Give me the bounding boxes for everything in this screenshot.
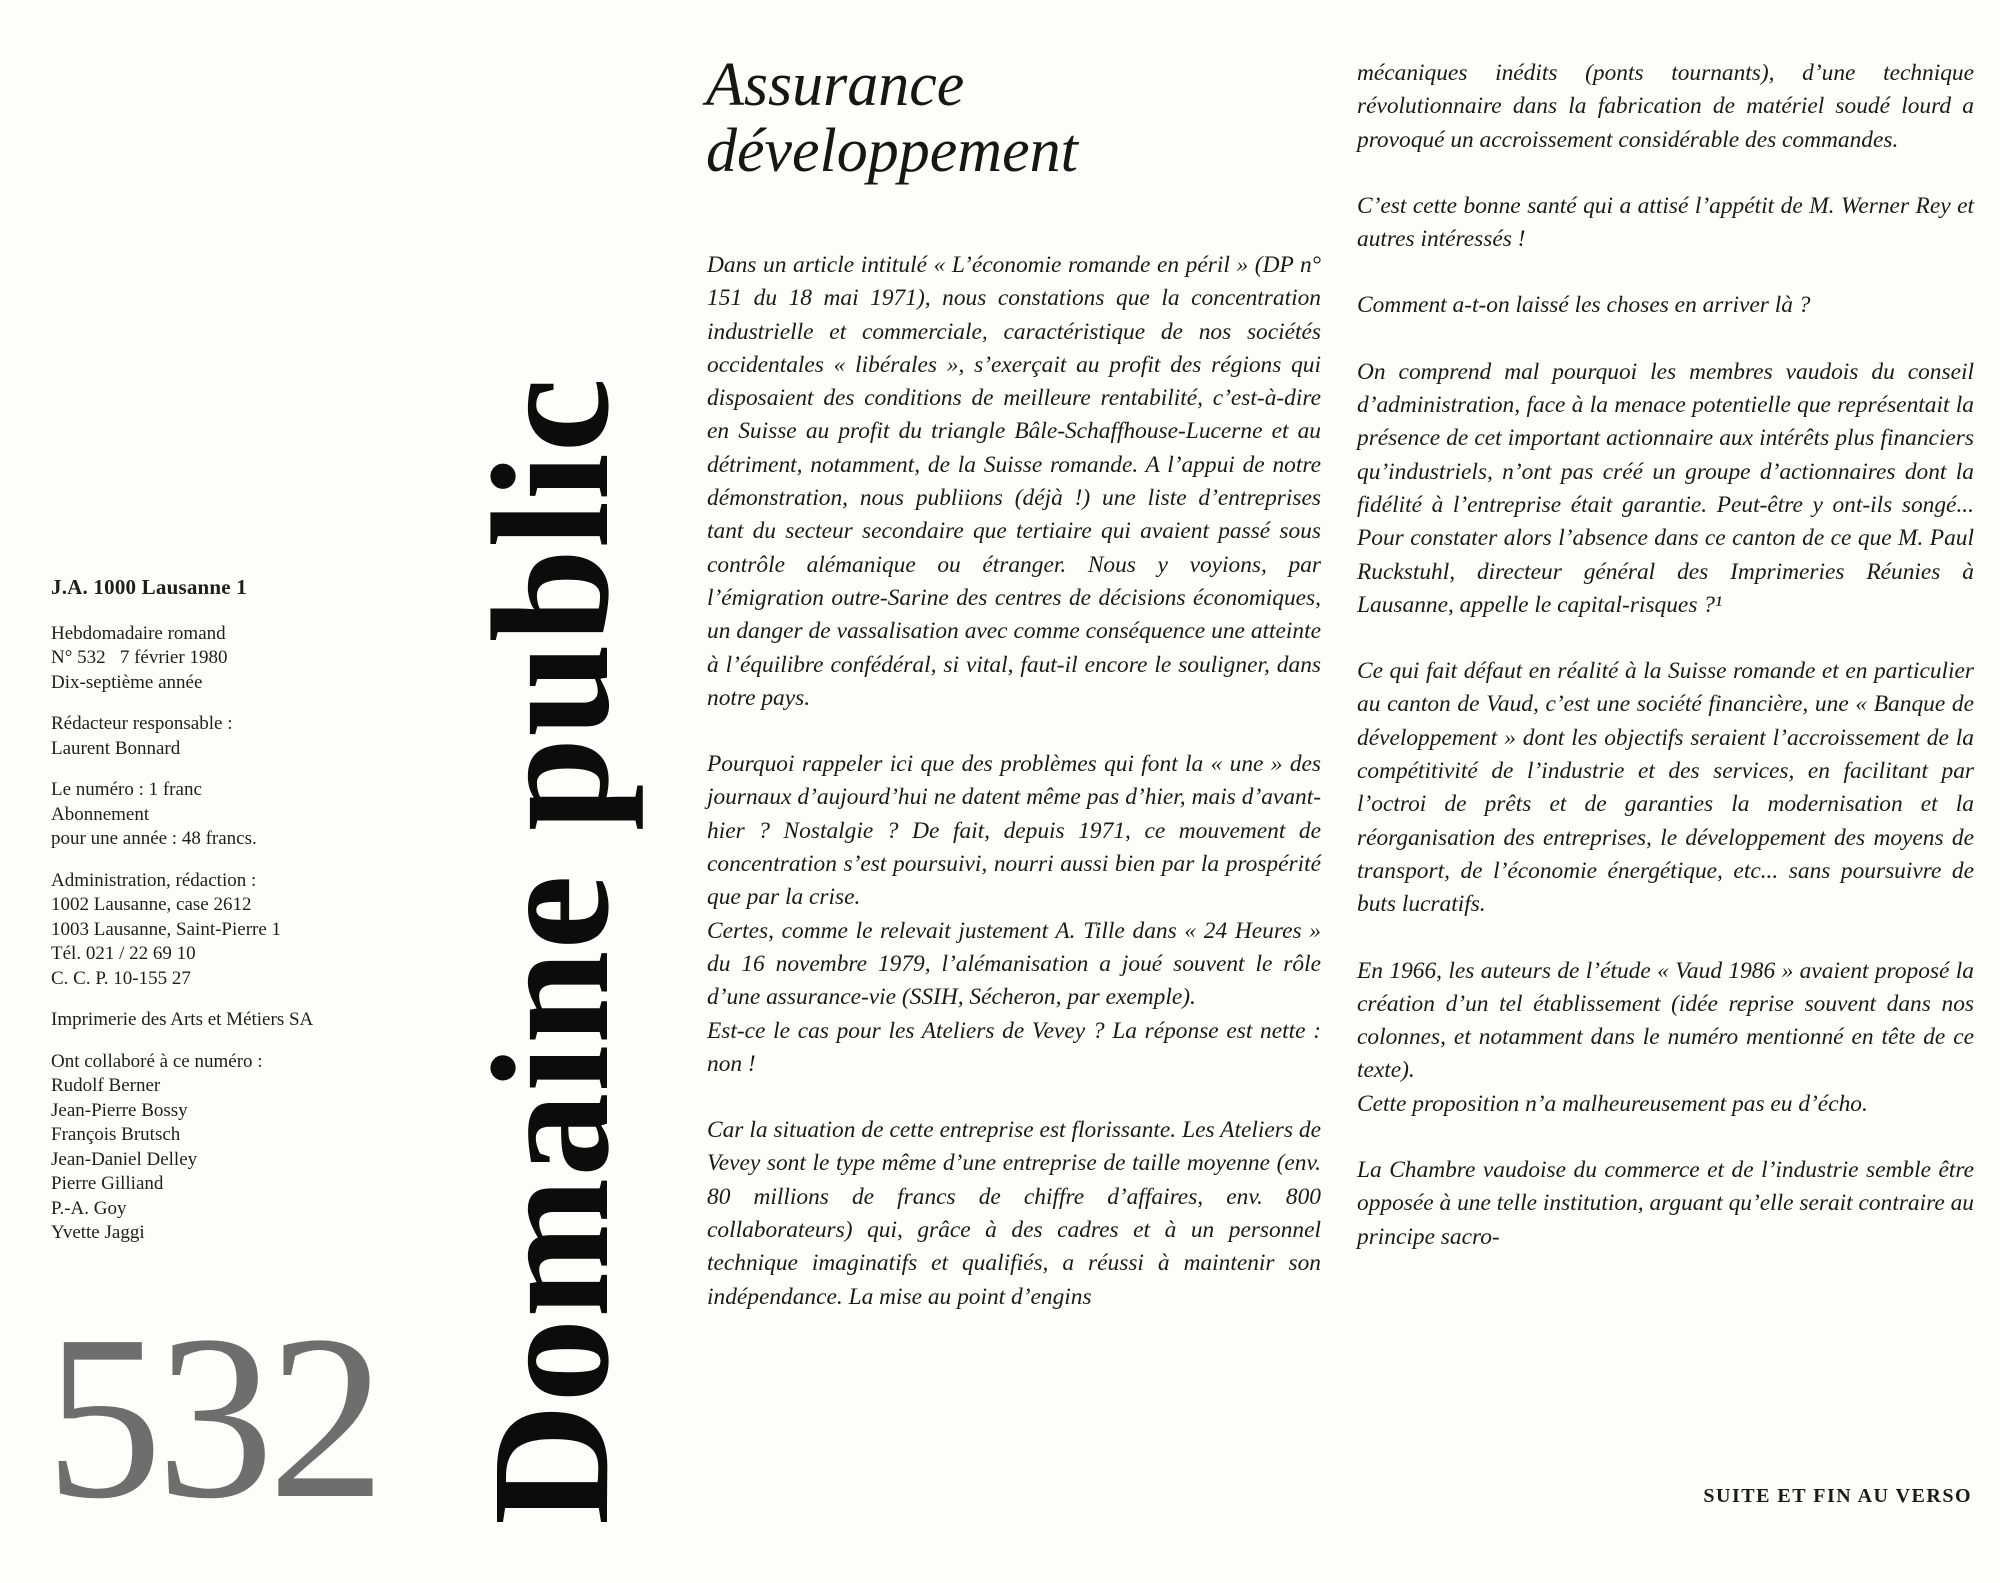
article-title-line: développement: [706, 117, 1078, 185]
administration-label: Administration, rédaction :: [51, 869, 257, 891]
printer-info: [51, 1008, 431, 1033]
address-line: 1002 Lausanne, case 2612: [51, 894, 252, 915]
address-line: 1003 Lausanne, Saint-Pierre 1: [51, 918, 282, 940]
paragraph: mécaniques inédits (ponts tournants), d’une technique révolutionnaire dans la fabrication de matériel soudé lourd a provoqué un accroissement considérable des commandes.: [1357, 60, 1974, 153]
contributors-label: Ont collaboré à ce numéro :: [51, 1050, 263, 1072]
subscription-price: pour une année : 48 francs.: [51, 828, 257, 849]
issue-price: Le numéro : 1 franc: [51, 779, 202, 800]
paragraph: Pourquoi rappeler ici que des problèmes qui font la « une » des journaux d’aujourd’hui ne datent même pas d’hier, mais d’avant-hier ? Nostalgie ? De fait, depuis 1971, ce mouvement de concentration s’est poursuivi, nourri aussi bien par la prospérité que par la crise.: [707, 751, 1321, 911]
paragraph: Cette proposition n’a malheureusement pas eu d’écho.: [1357, 1090, 1868, 1117]
phone-line: Tél. 021 / 22 69 10: [51, 943, 196, 964]
issue-date: N° 532 7 février 1980: [51, 647, 228, 668]
paragraph: En 1966, les auteurs de l’étude « Vaud 1986 » avaient proposé la création d’un tel établissement (idée reprise souvent dans nos colonnes, et notamment dans le numéro mentionné en tête de ce texte).: [1357, 957, 1974, 1084]
paragraph: C’est cette bonne santé qui a attisé l’appétit de M. Werner Rey et autres intéressés !: [1357, 192, 1974, 253]
article-column-1: [707, 249, 1321, 1314]
masthead-container: [458, 135, 644, 1525]
contributor-name: Yvette Jaggi: [51, 1222, 145, 1243]
paragraph: Certes, comme le relevait justement A. Tille dans « 24 Heures » du 16 novembre 1979, l’alémanisation a joué souvent le rôle d’une assurance-vie (SSIH, Sécheron, par exemple).: [707, 917, 1321, 1011]
pricing-info: [51, 778, 431, 852]
imprint-sidebar: [51, 575, 431, 1263]
paragraph: On comprend mal pourquoi les membres vaudois du conseil d’administration, face à la menace potentielle que représentait la présence de cet important actionnaire aux intérêts plus financiers qu’industriels, n’ont pas créé un groupe d’actionnaires dont la fidélité à l’entreprise était garantie. Peut-être y ont-ils songé... Pour constater alors l’absence dans ce canton de ce que M. Paul Ruckstuhl, directeur général des Imprimeries Réunies à Lausanne, appelle le capital-risques ?¹: [1357, 358, 1974, 618]
editor-label: Rédacteur responsable :: [51, 713, 233, 734]
contributor-name: Rudolf Berner: [51, 1075, 161, 1096]
editor-info: [51, 712, 431, 761]
contributor-name: François Brutsch: [51, 1124, 181, 1145]
administration-info: [51, 869, 431, 992]
publication-year: Dix-septième année: [51, 671, 203, 693]
printer-name: Imprimerie des Arts et Métiers SA: [51, 1009, 314, 1030]
continued-on-back-note: SUITE ET FIN AU VERSO: [1703, 1485, 1972, 1507]
subscription-label: Abonnement: [51, 803, 150, 825]
paragraph: Comment a-t-on laissé les choses en arriver là ?: [1357, 292, 1811, 319]
paragraph: Car la situation de cette entreprise est florissante. Les Ateliers de Vevey sont le type même d’une entreprise de taille moyenne (env. 80 millions de francs de chiffre d’affaires, env. 800 collaborateurs) qui, grâce à des cadres et à un personnel technique imaginatifs et qualifiés, a réussi à maintenir son indépendance. La mise au point d’engins: [707, 1117, 1321, 1310]
contributor-name: Pierre Gilliand: [51, 1173, 164, 1194]
article-title-line: Assurance: [706, 51, 965, 119]
masthead-title: Domaine public: [458, 376, 644, 1525]
publication-info: [51, 622, 431, 696]
contributor-name: P.-A. Goy: [51, 1197, 127, 1219]
publication-frequency: Hebdomadaire romand: [51, 622, 226, 644]
paragraph: Dans un article intitulé « L’économie romande en péril » (DP n° 151 du 18 mai 1971), nous constations que la concentration industrielle et commerciale, caractéristique de nos sociétés occidentales « libérales », s’exerçait au profit des régions qui disposaient des conditions de meilleure rentabilité, c’est-à-dire en Suisse au profit du triangle Bâle-Schaffhouse-Lucerne et au détriment, notamment, de la Suisse romande. A l’appui de notre démonstration, nous publiions (déjà !) une liste d’entreprises tant du secteur secondaire que tertiaire qui avaient passé sous contrôle alémanique ou étranger. Nous y voyions, par l’émigration outre-Sarine des centres de décisions économiques, un danger de vassalisation avec comme conséquence une atteinte à l’équilibre confédéral, si vital, faut-il encore le souligner, dans notre pays.: [707, 252, 1321, 711]
paragraph: Ce qui fait défaut en réalité à la Suisse romande et en particulier au canton de Vaud, c’est une société financière, une « Banque de développement » dont les objectifs seraient l’accroissement de la compétitivité de l’industrie et des services, en facilitant par l’octroi de prêts et de garanties la modernisation et la réorganisation des entreprises, le développement des moyens de transport, de l’économie énergétique, etc... sans poursuivre de buts lucratifs.: [1357, 658, 1974, 918]
issue-number: 532: [45, 1287, 380, 1547]
paragraph: Est-ce le cas pour les Ateliers de Vevey ? La réponse est nette : non !: [707, 1017, 1321, 1077]
contributor-name: Jean-Pierre Bossy: [51, 1099, 188, 1121]
postal-account-line: C. C. P. 10-155 27: [51, 967, 191, 989]
article-column-2: [1357, 57, 1974, 1254]
contributors-info: [51, 1050, 431, 1246]
article-title: [706, 52, 1078, 184]
editor-name: Laurent Bonnard: [51, 737, 181, 759]
contributor-name: Jean-Daniel Delley: [51, 1148, 198, 1170]
postal-line: J.A. 1000 Lausanne 1: [51, 575, 247, 599]
paragraph: La Chambre vaudoise du commerce et de l’industrie semble être opposée à une telle institution, arguant qu’elle serait contraire au principe sacro-: [1357, 1157, 1974, 1250]
